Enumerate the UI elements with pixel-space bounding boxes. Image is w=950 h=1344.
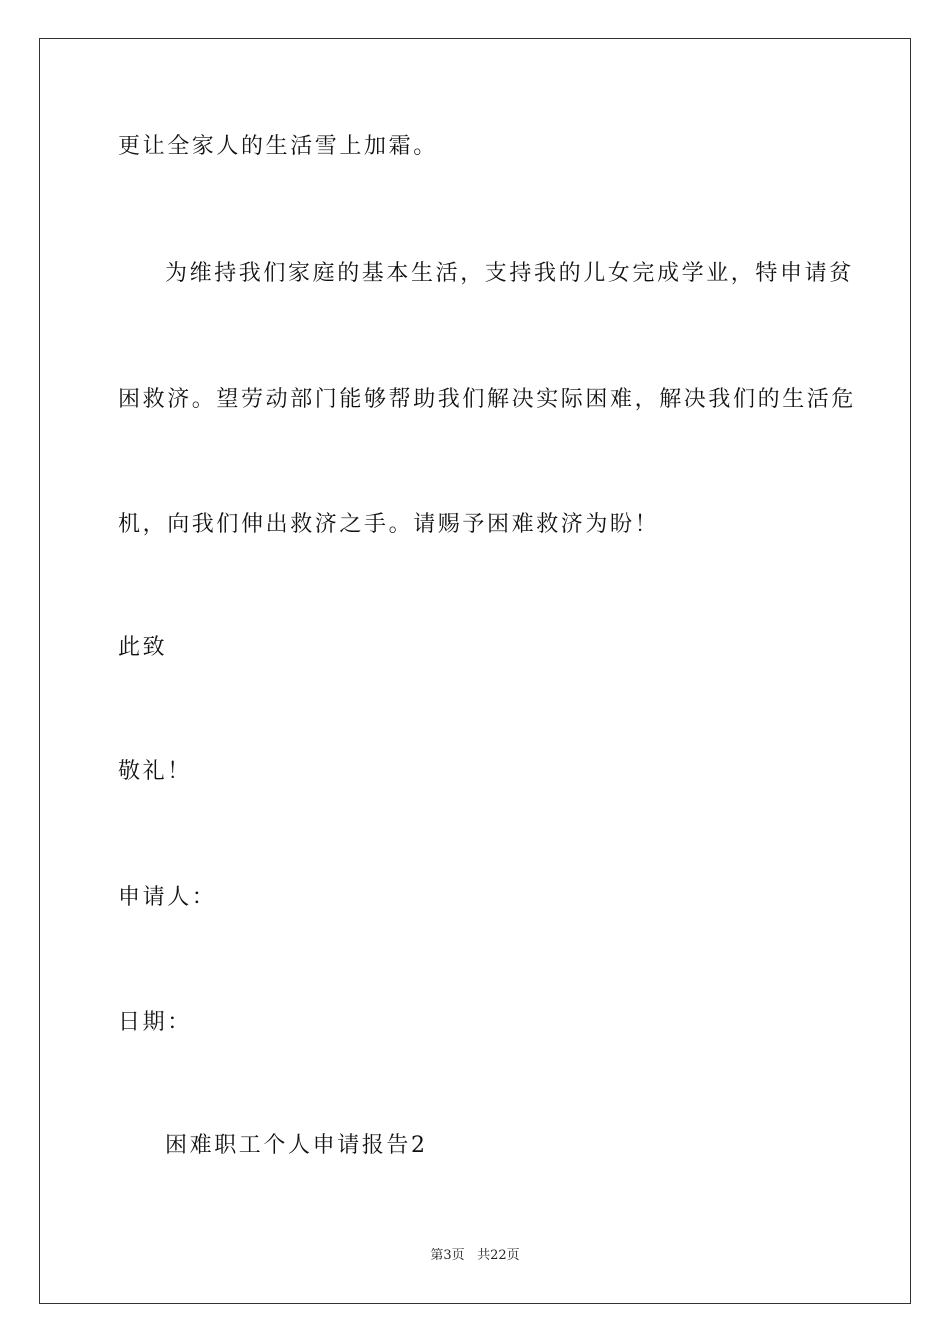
closing-salutation: 此致: [118, 635, 168, 660]
body-line-1: 更让全家人的生活雪上加霜。: [118, 134, 438, 159]
applicant-label: 申请人：: [118, 885, 217, 910]
total-pages-label: 共22页: [477, 1248, 520, 1263]
body-line-2: 为维持我们家庭的基本生活，支持我的儿女完成学业，特申请贫: [165, 261, 854, 286]
section-heading: 困难职工个人申请报告2: [165, 1133, 428, 1158]
date-label: 日期：: [118, 1010, 192, 1035]
closing-regards: 敬礼！: [118, 759, 192, 784]
page-frame: [39, 38, 911, 1304]
body-line-3: 困救济。望劳动部门能够帮助我们解决实际困难，解决我们的生活危: [118, 387, 857, 412]
current-page-label: 第3页: [430, 1248, 465, 1263]
body-line-4: 机，向我们伸出救济之手。请赐予困难救济为盼！: [118, 512, 660, 537]
page-footer: [0, 1246, 950, 1266]
